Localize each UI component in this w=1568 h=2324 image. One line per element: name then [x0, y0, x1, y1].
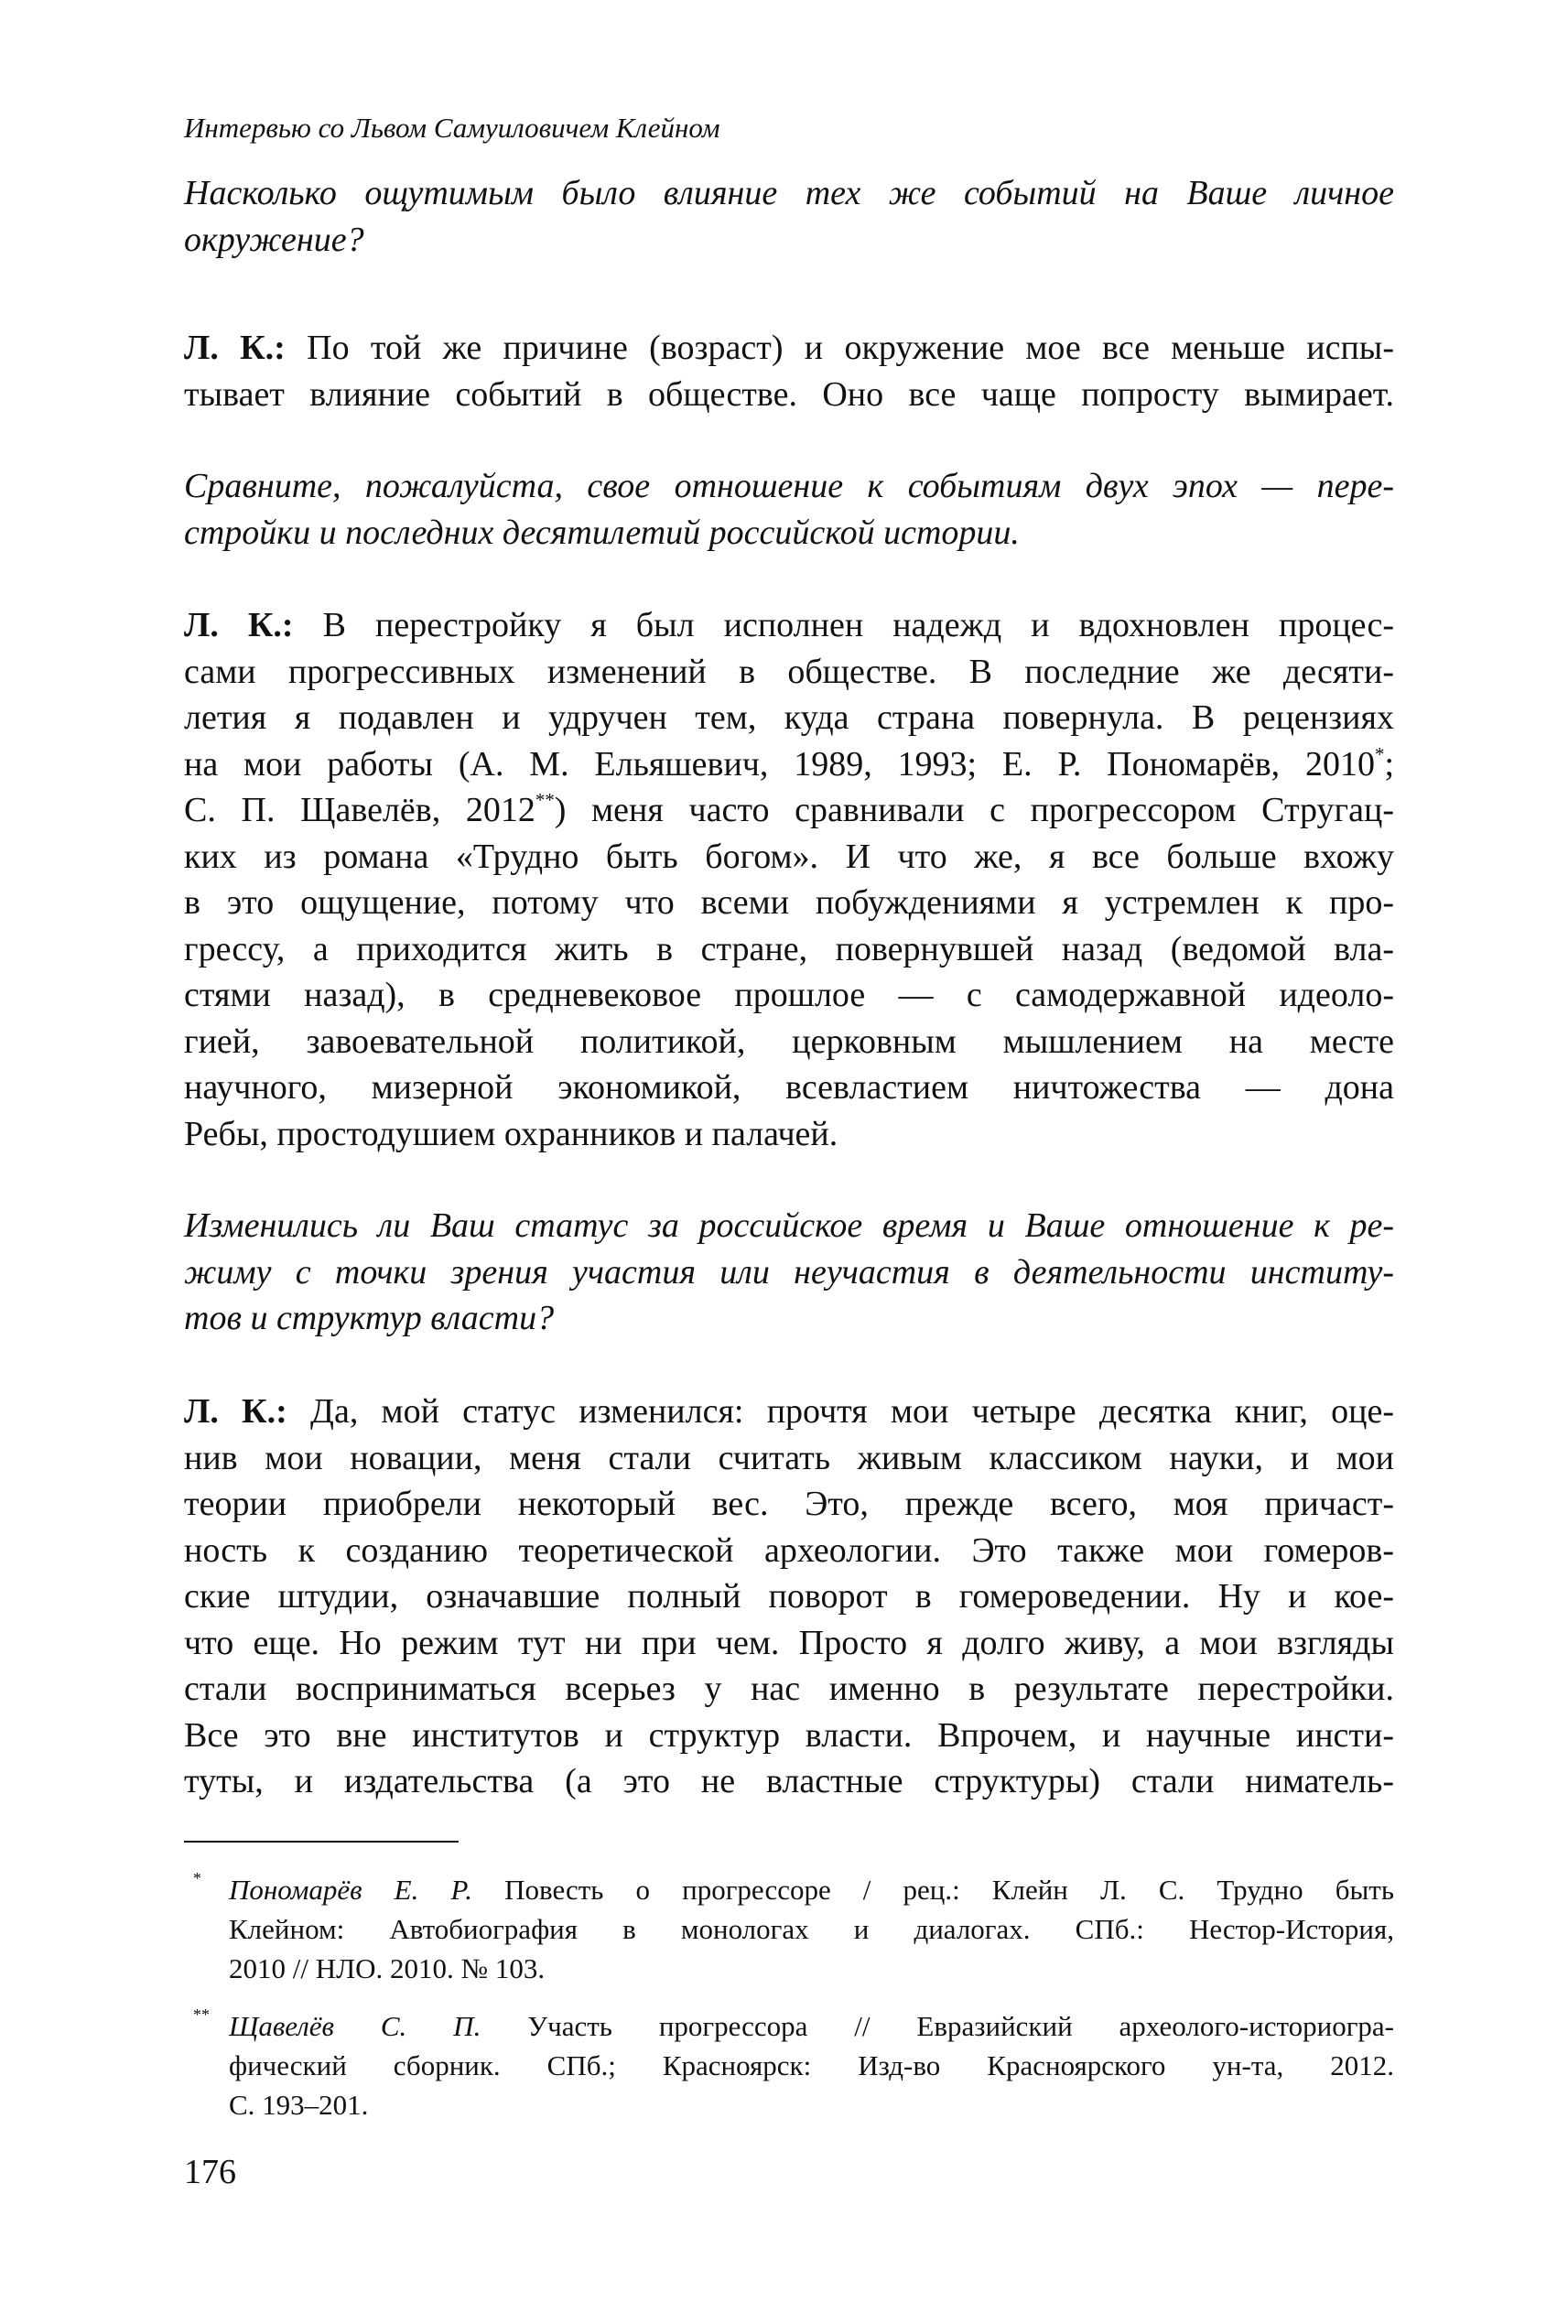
interview-question: [184, 170, 1394, 263]
footnote-text: [229, 2006, 1394, 2124]
text-line: ские штудии, означавшие полный поворот в гомероведении. Ну и кое-: [184, 1577, 1394, 1616]
text-line: Л. К.: Да, мой статус изменился: прочтя мои четыре десятка книг, оце-: [184, 1392, 1394, 1431]
text-line: туты, и издательства (а это не властные структуры) стали ниматель-: [184, 1762, 1394, 1800]
running-head: Интервью со Львом Самуиловичем Клейном: [184, 112, 720, 144]
text-line: тов и структур власти?: [184, 1299, 555, 1337]
text-line: Л. К.: В перестройку я был исполнен надежд и вдохновлен процес-: [184, 606, 1395, 644]
text-line: летия я подавлен и удручен тем, куда страна повернула. В рецензиях: [184, 698, 1394, 737]
footnote-divider: [184, 1841, 459, 1843]
page-number: 176: [184, 2153, 236, 2191]
text-line: С. П. Щавелёв, 2012**) меня часто сравнивали с прогрессором Стругац-: [184, 789, 1394, 829]
text-line: научного, мизерной экономикой, всевластием ничтожества — дона: [184, 1068, 1394, 1107]
text-line: Клейном: Автобиография в монологах и диалогах. СПб.: Нестор-История,: [229, 1913, 1394, 1945]
text-line: ность к созданию теоретической археологии. Это также мои гомеров-: [184, 1530, 1394, 1570]
footnote-author: Пономарёв Е. Р.: [229, 1874, 473, 1906]
interview-answer: [184, 1389, 1394, 1805]
speaker-label: Л. К.:: [184, 606, 294, 644]
footnote-marker: *: [193, 1869, 201, 1887]
text-line: стями назад), в средневековое прошлое — с самодержавной идеоло-: [184, 976, 1394, 1014]
text-line: Все это вне институтов и структур власти. Впрочем, и научные инсти-: [184, 1715, 1394, 1755]
speaker-label: Л. К.:: [184, 1392, 287, 1431]
text-line: Насколько ощутимым было влияние тех же событий на Ваше личное: [184, 174, 1394, 212]
text-line: теории приобрели некоторый вес. Это, прежде всего, моя причаст-: [184, 1485, 1394, 1523]
text-line: в это ощущение, потому что всеми побуждениями я устремлен к про-: [184, 883, 1394, 922]
interview-answer: [184, 602, 1394, 1157]
text-line: Щавелёв С. П. Участь прогрессора // Евразийский археолого-историогра-: [229, 2010, 1394, 2042]
text-line: на мои работы (А. М. Ельяшевич, 1989, 1993; Е. Р. Пономарёв, 2010*;: [184, 742, 1394, 784]
text-line: фический сборник. СПб.; Красноярск: Изд-во Красноярского ун-та, 2012.: [229, 2049, 1394, 2081]
text-line: что еще. Но режим тут ни при чем. Просто я долго живу, а мои взгляды: [184, 1623, 1394, 1662]
interview-question: [184, 1203, 1394, 1342]
text-line: окружение?: [184, 220, 364, 259]
interview-answer: [184, 325, 1394, 417]
text-line: 2010 // НЛО. 2010. № 103.: [229, 1952, 546, 1984]
text-line: Изменились ли Ваш статус за российское время и Ваше отношение к ре-: [184, 1206, 1394, 1245]
footnote-ref[interactable]: *: [1374, 742, 1385, 765]
footnote-text: [229, 1870, 1394, 1988]
text-line: С. 193–201.: [229, 2089, 369, 2121]
text-line: Сравните, пожалуйста, свое отношение к событиям двух эпох — пере-: [184, 467, 1394, 505]
text-line: грессу, а приходится жить в стране, повернувшей назад (ведомой вла-: [184, 929, 1394, 968]
text-line: Л. К.: По той же причине (возраст) и окружение мое все меньше испы-: [184, 329, 1394, 367]
text-line: стали восприниматься всерьез у нас именно в результате перестройки.: [184, 1670, 1394, 1708]
footnote-author: Щавелёв С. П.: [229, 2010, 481, 2042]
text-line: Пономарёв Е. Р. Повесть о прогрессоре / рец.: Клейн Л. С. Трудно быть: [229, 1874, 1394, 1906]
text-line: гией, завоевательной политикой, церковным мышлением на месте: [184, 1021, 1394, 1061]
text-line: ких из романа «Трудно быть богом». И что же, я все больше вхожу: [184, 837, 1394, 876]
text-line: тывает влияние событий в обществе. Оно все чаще попросту вымирает.: [184, 374, 1394, 414]
text-line: Ребы, простодушием охранников и палачей.: [184, 1114, 838, 1153]
text-line: сами прогрессивных изменений в обществе. В последние же десяти-: [184, 652, 1394, 691]
text-line: стройки и последних десятилетий российской истории.: [184, 513, 1020, 552]
speaker-label: Л. К.:: [184, 329, 286, 367]
text-line: жиму с точки зрения участия или неучастия в деятельности институ-: [184, 1252, 1394, 1292]
footnote-marker: **: [193, 2005, 210, 2024]
interview-question: [184, 463, 1394, 556]
text-line: нив мои новации, меня стали считать живым классиком науки, и мои: [184, 1438, 1394, 1477]
footnote-ref[interactable]: **: [535, 789, 555, 812]
